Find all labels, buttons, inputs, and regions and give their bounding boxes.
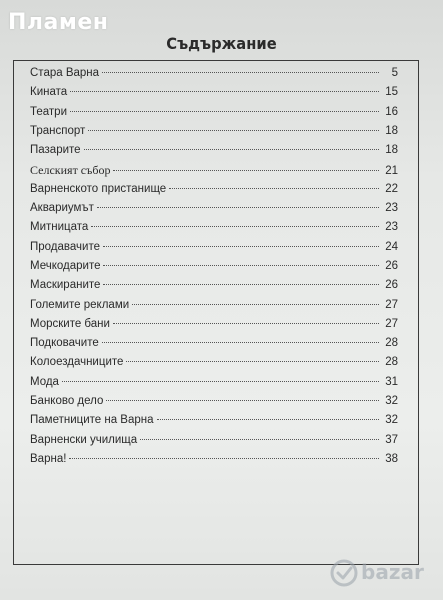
toc-entry-page-number: 23 [385,202,398,215]
dot-leader [103,284,379,285]
toc-entry [30,163,398,182]
dot-leader [91,226,379,227]
toc-list [30,67,398,472]
toc-entry-page-number: 18 [385,124,398,137]
bazar-logo-icon [329,558,359,588]
toc-entry [30,414,398,433]
toc-entry-page-number: 21 [385,165,398,178]
toc-entry-page-number: 26 [385,279,398,292]
toc-entry-title: Варна! [30,452,67,465]
dot-leader [157,419,379,420]
toc-entry [30,318,398,337]
toc-entry [30,125,398,144]
dot-leader [106,400,379,401]
page-title: Съдържание [166,34,277,53]
toc-entry [30,260,398,279]
toc-entry-page-number: 22 [385,182,398,195]
toc-entry-page-number: 28 [385,337,398,350]
dot-leader [132,304,379,305]
dot-leader [140,439,379,440]
toc-entry-page-number: 32 [385,414,398,427]
dot-leader [113,323,379,324]
logo-text: bazar [361,560,424,584]
toc-entry-title: Продавачите [30,240,100,253]
toc-entry-title: Мода [30,375,59,388]
toc-entry [30,376,398,395]
toc-entry [30,299,398,318]
toc-entry-title: Пазарите [30,144,81,157]
toc-entry [30,453,398,472]
dot-leader [102,342,379,343]
toc-entry-title: Маскираните [30,279,101,292]
toc-entry-page-number: 23 [385,221,398,234]
toc-entry-title: Паметниците на Варна [30,414,154,427]
toc-entry-page-number: 28 [385,356,398,369]
toc-entry [30,67,398,86]
toc-entry-page-number: 31 [385,375,398,388]
toc-entry-page-number: 27 [385,298,398,311]
toc-entry-title: Стара Варна [30,67,100,79]
dot-leader [97,207,379,208]
toc-entry-title: Варненското пристанище [30,182,167,195]
toc-entry [30,241,398,260]
toc-entry [30,144,398,163]
toc-entry-title: Селският събор [30,163,111,178]
toc-entry-title: Подковачите [30,337,99,350]
toc-entry-page-number: 15 [385,86,398,99]
toc-entry-page-number: 5 [391,67,398,79]
toc-entry [30,202,398,221]
dot-leader [70,111,379,112]
toc-entry-page-number: 16 [385,105,398,118]
toc-entry [30,434,398,453]
toc-entry [30,221,398,240]
toc-entry-title: Митницата [30,221,89,234]
toc-entry-title: Мечкодарите [30,259,101,272]
toc-entry [30,395,398,414]
bazar-logo [329,554,437,592]
dot-leader [102,72,379,73]
toc-entry [30,337,398,356]
toc-entry-title: Колоездачниците [30,356,124,369]
toc-entry-title: Транспорт [30,124,86,137]
toc-entry-page-number: 18 [385,144,398,157]
toc-entry-title: Аквариумът [30,202,94,215]
dot-leader [103,265,379,266]
toc-entry-title: Банково дело [30,395,104,408]
toc-entry [30,86,398,105]
toc-entry [30,183,398,202]
dot-leader [103,246,379,247]
toc-entry-page-number: 26 [385,259,398,272]
dot-leader [84,149,379,150]
dot-leader [113,170,379,171]
dot-leader [70,91,379,92]
toc-entry-page-number: 37 [385,433,398,446]
dot-leader [62,381,379,382]
toc-entry [30,279,398,298]
toc-entry [30,356,398,375]
dot-leader [69,458,379,459]
dot-leader [169,188,379,189]
toc-entry-page-number: 24 [385,240,398,253]
toc-entry-page-number: 38 [385,452,398,465]
toc-entry-title: Големите реклами [30,298,130,311]
dot-leader [88,130,379,131]
toc-entry-title: Кината [30,86,68,99]
dot-leader [126,361,379,362]
toc-entry-title: Варненски училища [30,433,138,446]
watermark-text: Пламен [8,10,109,35]
toc-entry-page-number: 27 [385,317,398,330]
toc-entry [30,106,398,125]
toc-entry-title: Морските бани [30,317,110,330]
toc-entry-page-number: 32 [385,395,398,408]
toc-entry-title: Театри [30,105,68,118]
